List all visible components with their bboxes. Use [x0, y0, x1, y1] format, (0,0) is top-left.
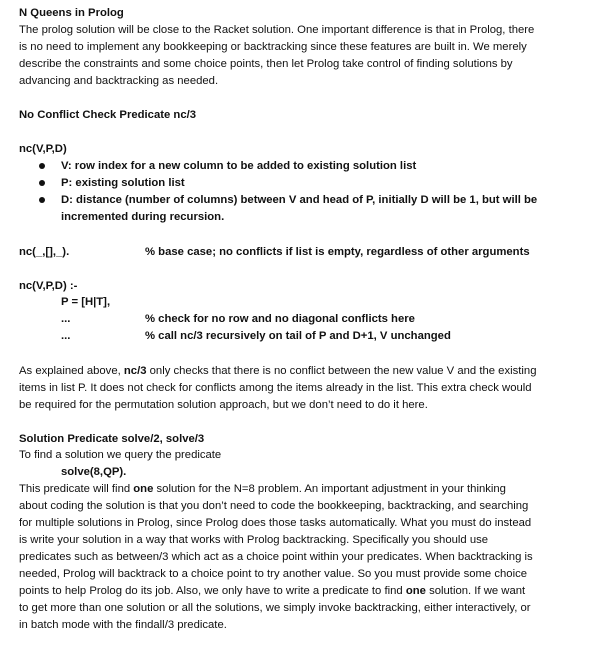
solve-para-line-8: to get more than one solution or all the solutions, we simply invoke backtracking, either interactively, or	[19, 602, 531, 614]
explain-line-3: be required for the permutation solution approach, but we don’t need to do it here.	[19, 399, 428, 411]
doc-title: N Queens in Prolog	[19, 7, 124, 19]
rule-body-comment-3: % call nc/3 recursively on tail of P and D+1, V unchanged	[145, 330, 451, 342]
solve-para-line-6: needed, Prolog will backtrack to a choice point to try another value. So you must provide some choice	[19, 568, 528, 580]
explain-line-2: items in list P. It does not check for conflicts among the items already in the list. This extra check would	[19, 382, 532, 394]
solve-intro: To find a solution we query the predicate	[19, 449, 222, 461]
rule-body-comment-2: % check for no row and no diagonal conflicts here	[145, 313, 415, 325]
solve-para-line-7: points to help Prolog do its job. Also, we only have to write a predicate to find one solution. If we want	[19, 585, 526, 597]
nc-heading: No Conflict Check Predicate nc/3	[19, 109, 197, 121]
intro-line-3: describe the constraints and some choice points, then let Prolog take control of finding solutions by	[19, 58, 513, 70]
nc-signature: nc(V,P,D)	[19, 143, 67, 155]
nc-bullet-v: V: row index for a new column to be added to existing solution list	[61, 160, 417, 172]
nc-bullet-d-cont: incremented during recursion.	[61, 211, 225, 223]
bullet-icon	[39, 163, 45, 169]
intro-line-2: is no need to implement any bookkeeping or backtracking since these features are built in. We merely	[19, 41, 527, 53]
solve-query: solve(8,QP).	[61, 466, 127, 478]
solve-heading: Solution Predicate solve/2, solve/3	[19, 433, 205, 445]
rule-head: nc(V,P,D) :-	[19, 280, 78, 292]
solve-para-line-2: about coding the solution is that you don’t need to code the bookkeeping, backtracking, and searching	[19, 500, 529, 512]
intro-line-1: The prolog solution will be close to the Racket solution. One important difference is that in Prolog, there	[19, 24, 535, 36]
nc-bullet-p: P: existing solution list	[61, 177, 185, 189]
nc-bullet-d: D: distance (number of columns) between V and head of P, initially D will be 1, but will be	[61, 194, 538, 206]
explain-line-1: As explained above, nc/3 only checks that there is no conflict between the new value V and the existing	[19, 365, 537, 377]
solve-para-line-9: in batch mode with the findall/3 predicate.	[19, 619, 227, 631]
solve-para-line-5: predicates such as between/3 which act as a choice point within your predicates. When backtracking is	[19, 551, 533, 563]
solve-para-line-1: This predicate will find one solution for the N=8 problem. An important adjustment in your thinking	[19, 483, 506, 495]
rule-body-line-1: P = [H|T],	[61, 296, 111, 308]
solve-para-line-4: is write your solution in a way that works with Prolog backtracking. Specifically you should use	[19, 534, 489, 546]
bullet-icon	[39, 180, 45, 186]
base-case-code: nc(_,[],_).	[19, 246, 70, 258]
intro-line-4: advancing and backtracking as needed.	[19, 75, 219, 87]
solve-para-line-3: for multiple solutions in Prolog, since Prolog does those tasks automatically. What you must do instead	[19, 517, 532, 529]
base-case-comment: % base case; no conflicts if list is empty, regardless of other arguments	[145, 246, 530, 258]
rule-body-line-2: ...	[61, 313, 71, 325]
bullet-icon	[39, 197, 45, 203]
rule-body-line-3: ...	[61, 330, 71, 342]
